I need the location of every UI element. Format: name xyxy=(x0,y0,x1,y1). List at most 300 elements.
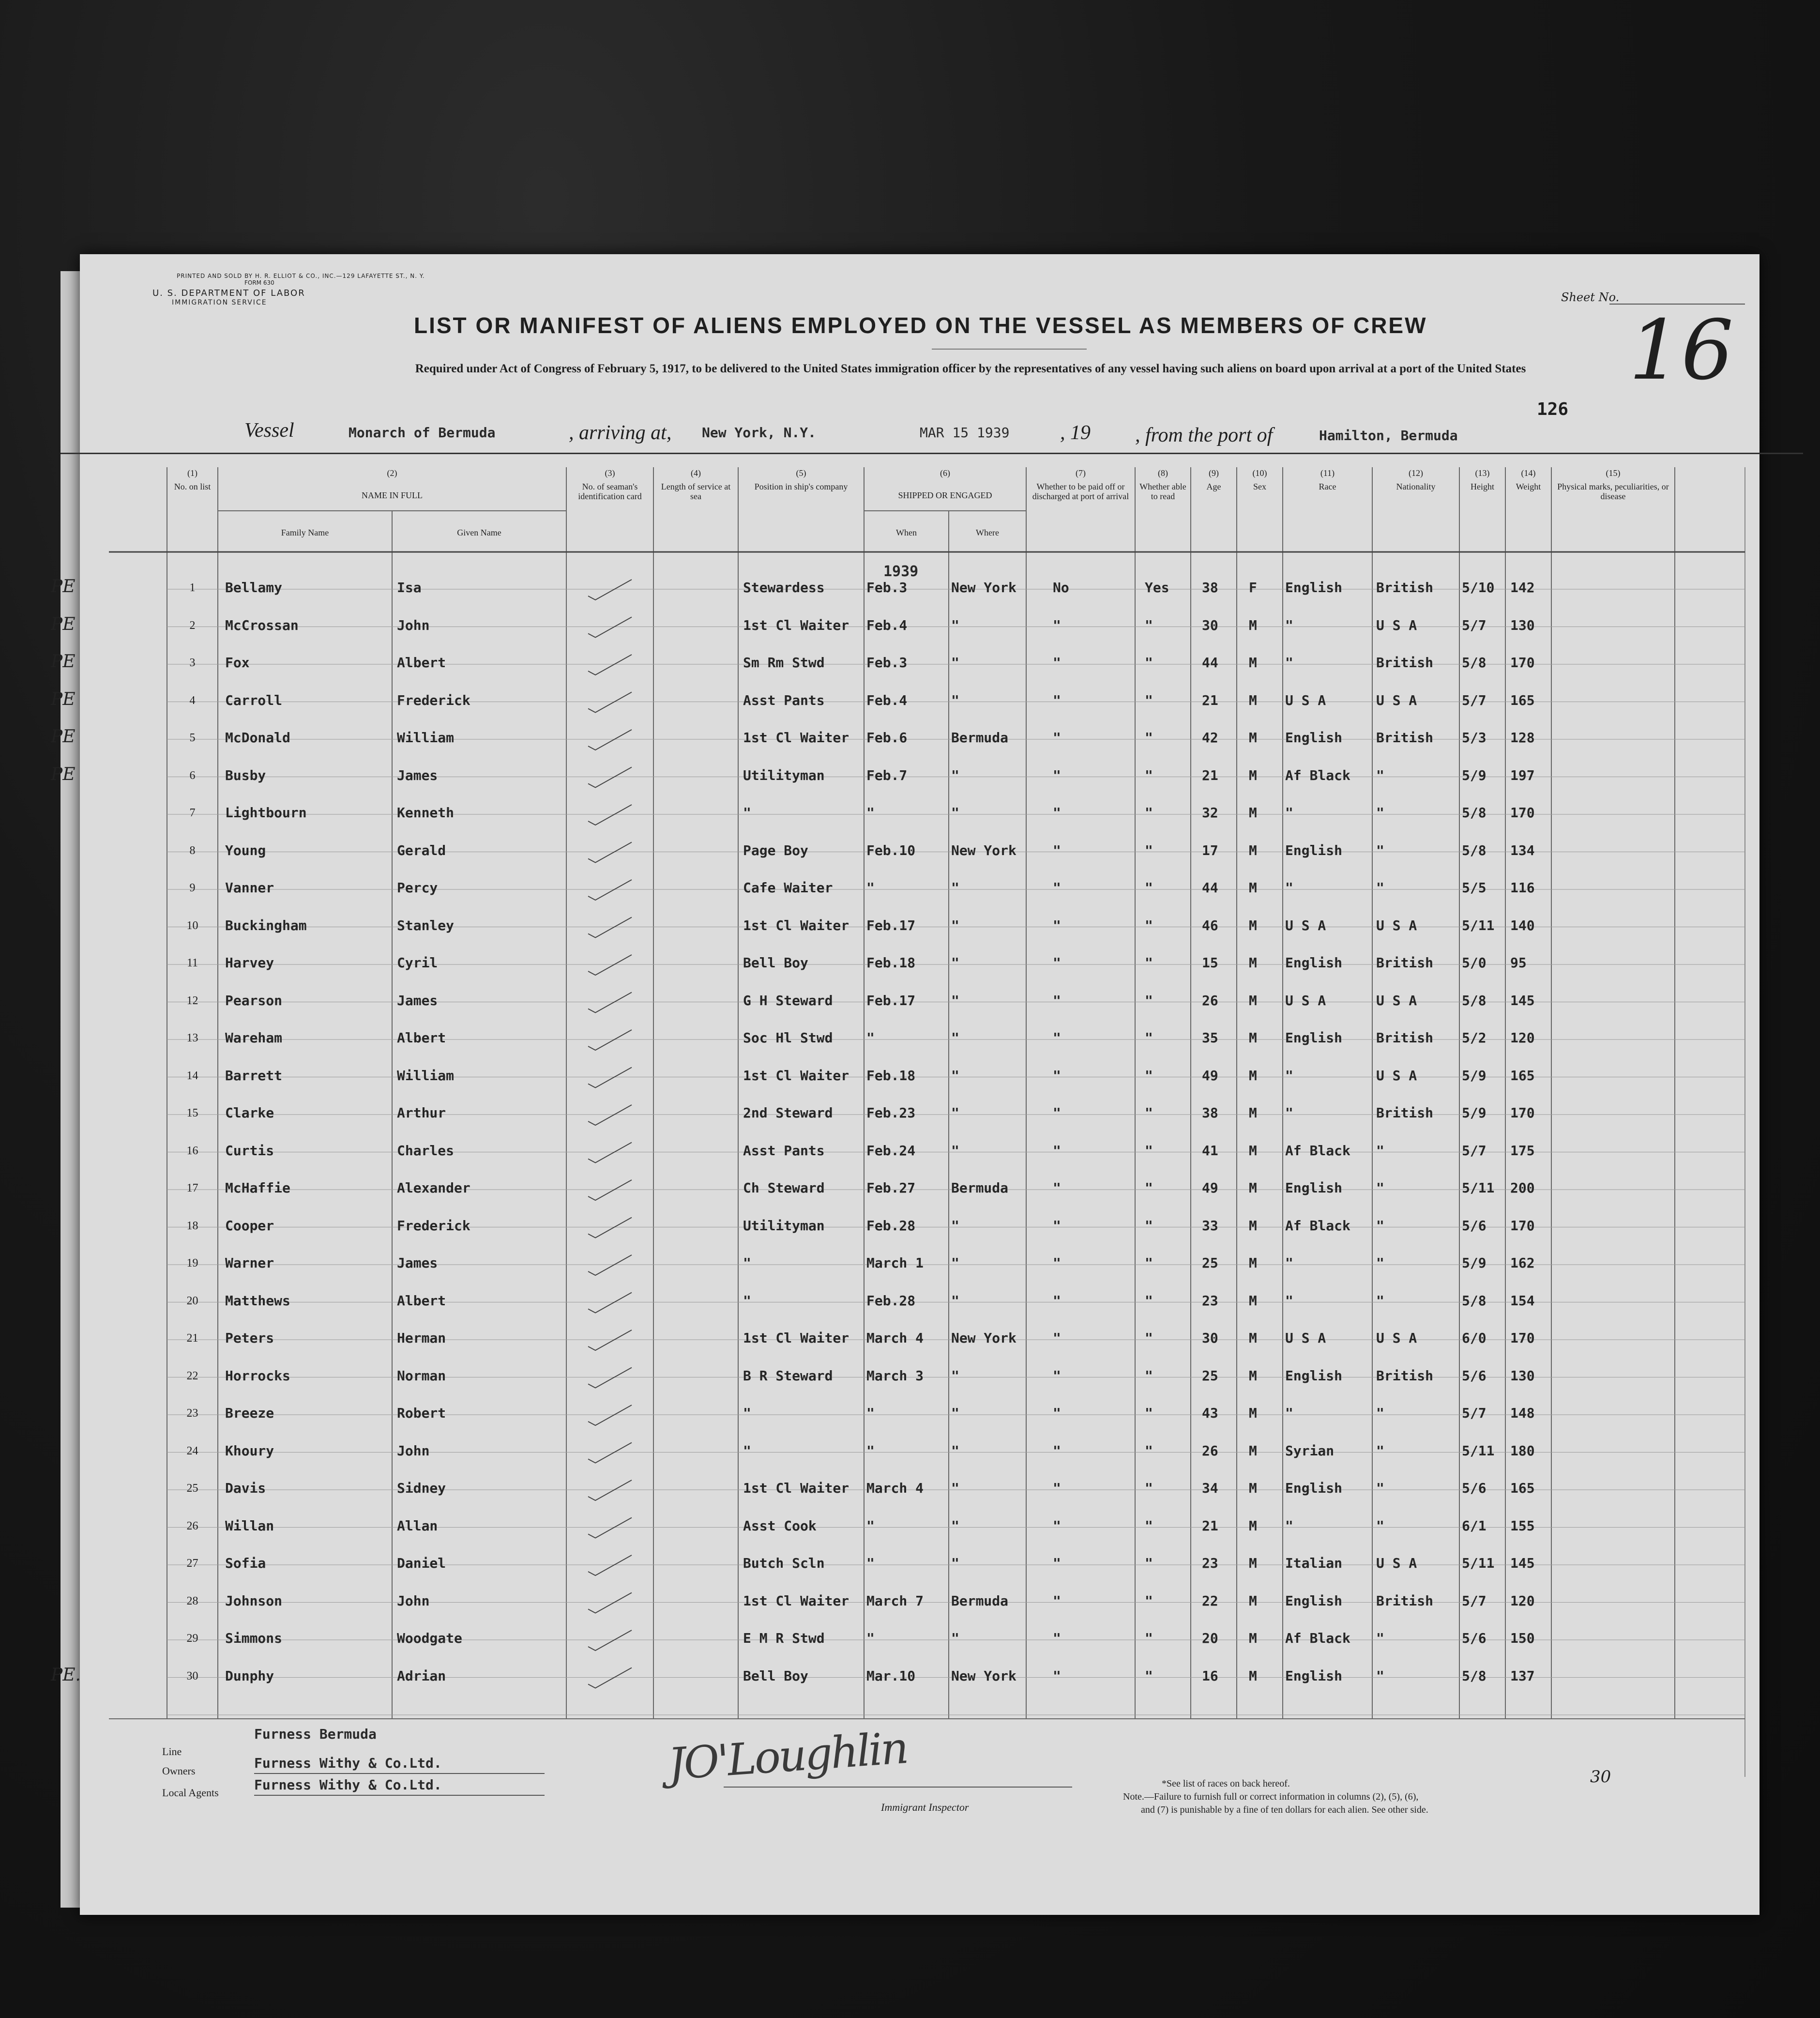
cell-when: Feb.4 xyxy=(866,617,908,633)
cell-height: 5/11 xyxy=(1462,1442,1495,1459)
column-number-c13: (13) xyxy=(1475,468,1490,478)
cell-age: 33 xyxy=(1202,1217,1218,1234)
cell-weight: 170 xyxy=(1510,1330,1535,1346)
id-card-check-mark xyxy=(588,617,632,638)
cell-age: 26 xyxy=(1202,1442,1218,1459)
cell-height: 5/8 xyxy=(1462,1667,1486,1684)
manifest-page xyxy=(51,254,1759,1915)
cell-where: " xyxy=(951,692,959,708)
cell-nat: British xyxy=(1376,1030,1434,1046)
cell-family: Horrocks xyxy=(225,1367,290,1384)
cell-given: William xyxy=(397,1067,455,1084)
cell-read: " xyxy=(1145,617,1153,633)
id-card-check-mark xyxy=(588,1405,632,1425)
cell-age: 49 xyxy=(1202,1180,1218,1196)
cell-sex: M xyxy=(1249,1480,1257,1496)
id-card-check-mark xyxy=(588,1105,632,1125)
cell-race: " xyxy=(1285,805,1293,821)
cell-read: " xyxy=(1145,767,1153,783)
cell-weight: 128 xyxy=(1510,730,1535,746)
family-name-subheader: Family Name xyxy=(281,528,329,537)
cell-race: " xyxy=(1285,1517,1293,1534)
row-number: 26 xyxy=(186,1519,198,1532)
column-label-c13: Height xyxy=(1471,482,1494,491)
cell-position: Soc Hl Stwd xyxy=(743,1030,833,1046)
cell-position: Utilityman xyxy=(743,1217,825,1234)
cell-given: Stanley xyxy=(397,917,455,933)
cell-height: 6/1 xyxy=(1462,1517,1486,1534)
cell-given: Allan xyxy=(397,1517,438,1534)
cell-read: " xyxy=(1145,917,1153,933)
agents-rule xyxy=(254,1795,545,1796)
cell-when: Feb.6 xyxy=(866,730,908,746)
cell-sex: M xyxy=(1249,1217,1257,1234)
cell-given: Woodgate xyxy=(397,1630,462,1646)
cell-race: English xyxy=(1285,1480,1343,1496)
cell-family: Breeze xyxy=(225,1405,274,1421)
column-number-c3: (3) xyxy=(605,468,615,478)
id-card-check-mark xyxy=(588,655,632,675)
cell-paid: " xyxy=(1053,1480,1061,1496)
cell-where: " xyxy=(951,1405,959,1421)
department-name: U. S. DEPARTMENT OF LABOR xyxy=(152,288,305,298)
cell-given: Albert xyxy=(397,655,446,671)
cell-age: 32 xyxy=(1202,805,1218,821)
cell-read: " xyxy=(1145,1442,1153,1459)
row-number: 7 xyxy=(189,807,196,819)
cell-sex: M xyxy=(1249,655,1257,671)
cell-weight: 180 xyxy=(1510,1442,1535,1459)
cell-height: 5/7 xyxy=(1462,1405,1486,1421)
cell-paid: " xyxy=(1053,992,1061,1009)
cell-family: McCrossan xyxy=(225,617,299,633)
id-card-check-mark xyxy=(588,1030,632,1050)
printer-imprint: PRINTED AND SOLD BY H. R. ELLIOT & CO., INC.—129 LAFAYETTE ST., N. Y. xyxy=(177,273,425,279)
id-card-check-mark xyxy=(588,767,632,788)
cell-read: " xyxy=(1145,1405,1153,1421)
cell-sex: M xyxy=(1249,1255,1257,1271)
cell-weight: 134 xyxy=(1510,842,1535,858)
cell-read: Yes xyxy=(1145,580,1169,596)
cell-paid: " xyxy=(1053,1667,1061,1684)
column-number-c2: (2) xyxy=(387,468,397,478)
row-number: 17 xyxy=(186,1182,198,1194)
cell-where: " xyxy=(951,1255,959,1271)
cell-read: " xyxy=(1145,1480,1153,1496)
cell-nat: " xyxy=(1376,1517,1384,1534)
cell-when: " xyxy=(866,1555,875,1571)
cell-age: 25 xyxy=(1202,1367,1218,1384)
cell-where: " xyxy=(951,1630,959,1646)
cell-nat: " xyxy=(1376,1217,1384,1234)
cell-read: " xyxy=(1145,1067,1153,1084)
cell-nat: U S A xyxy=(1376,617,1417,633)
cell-given: Frederick xyxy=(397,692,470,708)
row-number: 18 xyxy=(186,1219,198,1232)
column-number-c9: (9) xyxy=(1209,468,1219,478)
cell-family: Busby xyxy=(225,767,266,783)
cell-race: U S A xyxy=(1285,692,1326,708)
year-label: , 19 xyxy=(1060,422,1091,444)
cell-read: " xyxy=(1145,1180,1153,1196)
cell-height: 5/8 xyxy=(1462,805,1486,821)
cell-where: " xyxy=(951,1480,959,1496)
cell-height: 6/0 xyxy=(1462,1330,1486,1346)
pe-margin-mark: PE. xyxy=(51,1665,81,1685)
cell-height: 5/8 xyxy=(1462,655,1486,671)
cell-race: U S A xyxy=(1285,917,1326,933)
cell-nat: U S A xyxy=(1376,917,1417,933)
column-label-c12: Nationality xyxy=(1396,482,1436,491)
cell-sex: M xyxy=(1249,1105,1257,1121)
column-label-c9: Age xyxy=(1206,482,1221,491)
cell-when: Mar.10 xyxy=(866,1667,916,1684)
cell-race: Af Black xyxy=(1285,767,1350,783)
cell-weight: 200 xyxy=(1510,1180,1535,1196)
cell-position: " xyxy=(743,805,751,821)
cell-sex: M xyxy=(1249,1330,1257,1346)
cell-read: " xyxy=(1145,1330,1153,1346)
cell-where: Bermuda xyxy=(951,1180,1009,1196)
cell-sex: M xyxy=(1249,955,1257,971)
cell-when: Feb.7 xyxy=(866,767,908,783)
cell-given: Albert xyxy=(397,1030,446,1046)
cell-age: 38 xyxy=(1202,580,1218,596)
cell-where: " xyxy=(951,955,959,971)
row-number: 1 xyxy=(189,581,196,594)
id-card-check-mark xyxy=(588,1593,632,1613)
cell-weight: 142 xyxy=(1510,580,1535,596)
id-card-check-mark xyxy=(588,1143,632,1163)
cell-age: 41 xyxy=(1202,1142,1218,1159)
cell-given: Gerald xyxy=(397,842,446,858)
cell-nat: British xyxy=(1376,955,1434,971)
cell-given: John xyxy=(397,617,430,633)
cell-family: Sofia xyxy=(225,1555,266,1571)
cell-read: " xyxy=(1145,1367,1153,1384)
column-number-c8: (8) xyxy=(1158,468,1168,478)
id-card-check-mark xyxy=(588,842,632,863)
cell-position: E M R Stwd xyxy=(743,1630,825,1646)
row-number: 19 xyxy=(186,1257,198,1269)
cell-where: New York xyxy=(951,842,1016,858)
cell-sex: M xyxy=(1249,617,1257,633)
cell-sex: M xyxy=(1249,917,1257,933)
service-name: IMMIGRATION SERVICE xyxy=(172,299,267,306)
cell-read: " xyxy=(1145,1555,1153,1571)
cell-height: 5/6 xyxy=(1462,1217,1486,1234)
cell-height: 5/6 xyxy=(1462,1367,1486,1384)
cell-age: 16 xyxy=(1202,1667,1218,1684)
cell-paid: " xyxy=(1053,767,1061,783)
cell-paid: " xyxy=(1053,880,1061,896)
cell-where: " xyxy=(951,1517,959,1534)
cell-race: Italian xyxy=(1285,1555,1343,1571)
cell-given: James xyxy=(397,767,438,783)
cell-age: 44 xyxy=(1202,880,1218,896)
cell-family: Young xyxy=(225,842,266,858)
cell-weight: 120 xyxy=(1510,1592,1535,1609)
cell-where: " xyxy=(951,1105,959,1121)
pe-margin-mark: PE xyxy=(51,764,76,784)
column-label-c5: Position in ship's company xyxy=(754,482,848,491)
cell-family: Curtis xyxy=(225,1142,274,1159)
cell-sex: M xyxy=(1249,842,1257,858)
cell-height: 5/8 xyxy=(1462,842,1486,858)
cell-nat: " xyxy=(1376,1292,1384,1309)
cell-race: English xyxy=(1285,730,1343,746)
agents-value: Furness Withy & Co.Ltd. xyxy=(254,1777,442,1793)
row-number: 14 xyxy=(186,1069,198,1082)
cell-paid: " xyxy=(1053,955,1061,971)
row-number: 11 xyxy=(186,957,198,969)
cell-family: Carroll xyxy=(225,692,283,708)
cell-paid: " xyxy=(1053,1367,1061,1384)
cell-given: James xyxy=(397,1255,438,1271)
form-number: FORM 630 xyxy=(244,279,274,286)
cell-race: English xyxy=(1285,842,1343,858)
cell-nat: " xyxy=(1376,880,1384,896)
cell-age: 35 xyxy=(1202,1030,1218,1046)
cell-paid: " xyxy=(1053,1517,1061,1534)
cell-nat: U S A xyxy=(1376,1067,1417,1084)
line-label: Line xyxy=(162,1745,182,1758)
cell-race: " xyxy=(1285,1255,1293,1271)
cell-sex: M xyxy=(1249,767,1257,783)
cell-weight: 130 xyxy=(1510,617,1535,633)
cell-when: March 1 xyxy=(866,1255,924,1271)
id-card-check-mark xyxy=(588,955,632,975)
cell-given: Adrian xyxy=(397,1667,446,1684)
cell-height: 5/7 xyxy=(1462,1142,1486,1159)
row-number: 27 xyxy=(186,1557,198,1570)
cell-nat: British xyxy=(1376,580,1434,596)
cell-nat: " xyxy=(1376,1405,1384,1421)
id-card-check-mark xyxy=(588,1330,632,1350)
cell-sex: M xyxy=(1249,1142,1257,1159)
cell-height: 5/9 xyxy=(1462,767,1486,783)
id-card-check-mark xyxy=(588,1443,632,1463)
sheet-no-label: Sheet No. xyxy=(1561,290,1620,304)
cell-weight: 155 xyxy=(1510,1517,1535,1534)
cell-race: " xyxy=(1285,617,1293,633)
cell-weight: 162 xyxy=(1510,1255,1535,1271)
column-number-c7: (7) xyxy=(1076,468,1086,478)
cell-height: 5/11 xyxy=(1462,917,1495,933)
cell-where: " xyxy=(951,805,959,821)
cell-sex: M xyxy=(1249,992,1257,1009)
column-number-c15: (15) xyxy=(1606,468,1621,478)
table-grid xyxy=(80,254,1759,1915)
pe-margin-mark: PE xyxy=(51,614,76,634)
cell-when: Feb.3 xyxy=(866,580,908,596)
cell-when: Feb.28 xyxy=(866,1217,916,1234)
cell-read: " xyxy=(1145,1517,1153,1534)
row-number: 22 xyxy=(186,1369,198,1382)
stamp-number: 126 xyxy=(1537,399,1569,419)
cell-sex: M xyxy=(1249,1442,1257,1459)
cell-given: Daniel xyxy=(397,1555,446,1571)
cell-position: " xyxy=(743,1255,751,1271)
cell-race: U S A xyxy=(1285,992,1326,1009)
cell-read: " xyxy=(1145,1255,1153,1271)
cell-height: 5/7 xyxy=(1462,692,1486,708)
cell-read: " xyxy=(1145,730,1153,746)
cell-position: " xyxy=(743,1405,751,1421)
cell-given: John xyxy=(397,1442,430,1459)
cell-when: Feb.18 xyxy=(866,1067,916,1084)
id-card-check-mark xyxy=(588,1293,632,1313)
cell-paid: " xyxy=(1053,1180,1061,1196)
cell-family: McDonald xyxy=(225,730,290,746)
row-number: 29 xyxy=(186,1632,198,1645)
column-label-c4: Length of service at sea xyxy=(661,482,731,501)
column-label-c2: NAME IN FULL xyxy=(362,490,423,500)
id-card-check-mark xyxy=(588,993,632,1013)
cell-position: 1st Cl Waiter xyxy=(743,730,849,746)
pe-margin-mark: PE xyxy=(51,727,76,747)
cell-family: Davis xyxy=(225,1480,266,1496)
cell-age: 21 xyxy=(1202,767,1218,783)
cell-weight: 154 xyxy=(1510,1292,1535,1309)
when-subheader: When xyxy=(896,528,917,537)
cell-given: Kenneth xyxy=(397,805,455,821)
cell-nat: " xyxy=(1376,1180,1384,1196)
cell-where: " xyxy=(951,767,959,783)
fine-note: Note.—Failure to furnish full or correct information in columns (2), (5), (6), xyxy=(1123,1791,1419,1802)
cell-weight: 145 xyxy=(1510,1555,1535,1571)
cell-where: New York xyxy=(951,1330,1016,1346)
where-subheader: Where xyxy=(976,528,999,537)
cell-paid: " xyxy=(1053,842,1061,858)
cell-sex: M xyxy=(1249,1517,1257,1534)
cell-paid: " xyxy=(1053,1030,1061,1046)
row-number: 4 xyxy=(189,694,196,707)
cell-when: Feb.18 xyxy=(866,955,916,971)
cell-sex: M xyxy=(1249,1555,1257,1571)
cell-family: Vanner xyxy=(225,880,274,896)
cell-nat: " xyxy=(1376,842,1384,858)
cell-race: U S A xyxy=(1285,1330,1326,1346)
cell-height: 5/7 xyxy=(1462,1592,1486,1609)
cell-family: Cooper xyxy=(225,1217,274,1234)
cell-sex: M xyxy=(1249,880,1257,896)
cell-nat: U S A xyxy=(1376,1555,1417,1571)
cell-nat: U S A xyxy=(1376,692,1417,708)
cell-age: 49 xyxy=(1202,1067,1218,1084)
arriving-label: , arriving at, xyxy=(569,422,672,444)
cell-paid: " xyxy=(1053,805,1061,821)
cell-race: Af Black xyxy=(1285,1142,1350,1159)
cell-when: " xyxy=(866,1517,875,1534)
cell-height: 5/7 xyxy=(1462,617,1486,633)
cell-age: 30 xyxy=(1202,1330,1218,1346)
cell-height: 5/9 xyxy=(1462,1105,1486,1121)
cell-where: " xyxy=(951,1142,959,1159)
cell-paid: No xyxy=(1053,580,1069,596)
cell-where: New York xyxy=(951,1667,1016,1684)
cell-read: " xyxy=(1145,955,1153,971)
cell-age: 44 xyxy=(1202,655,1218,671)
cell-age: 21 xyxy=(1202,692,1218,708)
row-number: 24 xyxy=(186,1444,198,1457)
cell-given: Sidney xyxy=(397,1480,446,1496)
cell-nat: British xyxy=(1376,1367,1434,1384)
cell-height: 5/3 xyxy=(1462,730,1486,746)
cell-weight: 148 xyxy=(1510,1405,1535,1421)
cell-height: 5/6 xyxy=(1462,1480,1486,1496)
cell-read: " xyxy=(1145,1217,1153,1234)
cell-race: " xyxy=(1285,880,1293,896)
cell-weight: 150 xyxy=(1510,1630,1535,1646)
cell-age: 17 xyxy=(1202,842,1218,858)
cell-nat: U S A xyxy=(1376,992,1417,1009)
cell-read: " xyxy=(1145,842,1153,858)
cell-where: " xyxy=(951,1030,959,1046)
row-number: 10 xyxy=(186,919,198,932)
races-note: *See list of races on back hereof. xyxy=(1162,1778,1290,1789)
column-number-c12: (12) xyxy=(1409,468,1423,478)
cell-sex: M xyxy=(1249,1667,1257,1684)
cell-height: 5/8 xyxy=(1462,992,1486,1009)
cell-family: Bellamy xyxy=(225,580,283,596)
column-label-c11: Race xyxy=(1319,482,1336,491)
column-label-c14: Weight xyxy=(1516,482,1541,491)
cell-weight: 170 xyxy=(1510,1217,1535,1234)
row-number: 2 xyxy=(189,619,196,632)
cell-nat: " xyxy=(1376,805,1384,821)
cell-sex: M xyxy=(1249,1067,1257,1084)
cell-nat: U S A xyxy=(1376,1330,1417,1346)
sheet-number-handwritten: 16 xyxy=(1629,303,1734,398)
cell-race: English xyxy=(1285,1367,1343,1384)
id-card-check-mark xyxy=(588,1668,632,1688)
cell-nat: " xyxy=(1376,767,1384,783)
cell-when: Feb.3 xyxy=(866,655,908,671)
cell-family: Fox xyxy=(225,655,250,671)
id-card-check-mark xyxy=(588,1630,632,1651)
cell-read: " xyxy=(1145,880,1153,896)
cell-weight: 197 xyxy=(1510,767,1535,783)
cell-where: New York xyxy=(951,580,1016,596)
cell-when: " xyxy=(866,1405,875,1421)
cell-weight: 120 xyxy=(1510,1030,1535,1046)
year-header: 1939 xyxy=(883,563,919,580)
cell-read: " xyxy=(1145,1667,1153,1684)
column-number-c10: (10) xyxy=(1252,468,1267,478)
cell-height: 5/5 xyxy=(1462,880,1486,896)
cell-height: 5/11 xyxy=(1462,1555,1495,1571)
cell-weight: 170 xyxy=(1510,805,1535,821)
column-number-c1: (1) xyxy=(187,468,197,478)
cell-sex: M xyxy=(1249,1030,1257,1046)
column-number-c11: (11) xyxy=(1320,468,1335,478)
given-name-subheader: Given Name xyxy=(457,528,501,537)
cell-height: 5/10 xyxy=(1462,580,1495,596)
cell-age: 25 xyxy=(1202,1255,1218,1271)
id-card-check-mark xyxy=(588,1255,632,1275)
from-port: Hamilton, Bermuda xyxy=(1319,428,1458,443)
cell-nat: " xyxy=(1376,1667,1384,1684)
cell-read: " xyxy=(1145,1142,1153,1159)
cell-nat: " xyxy=(1376,1442,1384,1459)
cell-sex: M xyxy=(1249,1180,1257,1196)
cell-age: 15 xyxy=(1202,955,1218,971)
row-number: 12 xyxy=(186,994,198,1007)
cell-given: Alexander xyxy=(397,1180,470,1196)
arrival-date: MAR 15 1939 xyxy=(920,425,1010,441)
cell-position: 1st Cl Waiter xyxy=(743,1330,849,1346)
